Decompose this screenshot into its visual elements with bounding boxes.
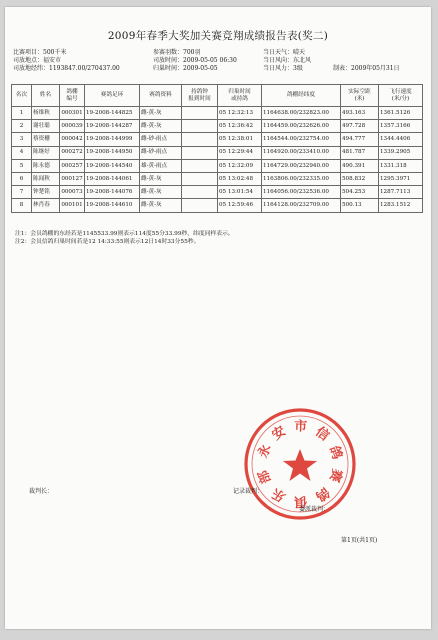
coordinates-cell: 1164729.00/232940.00: [262, 159, 341, 172]
header-coordinates: 鸽棚经纬度: [262, 85, 341, 107]
rank-cell: 2: [12, 120, 32, 133]
distance-cell: 490.391: [341, 159, 379, 172]
header-name: 姓名: [32, 85, 60, 107]
clock-time-cell: [182, 199, 218, 212]
speed-cell: 1295.3971: [379, 172, 423, 185]
rank-cell: 7: [12, 186, 32, 199]
table-row: [12, 159, 423, 172]
coordinates-cell: 1164128.00/232709.00: [262, 199, 341, 212]
arrival-time-cell: 05 12:32:13: [218, 107, 262, 120]
speed-cell: 1344.4406: [379, 133, 423, 146]
pigeon-info-cell: 雌-黄-灰: [140, 186, 182, 199]
arrival-time-cell: 05 13:02:48: [218, 172, 262, 185]
referee-signature-label: 裁判长：: [29, 488, 54, 495]
distance-cell: 508.832: [341, 172, 379, 185]
distance-cell: 504.253: [341, 186, 379, 199]
coordinates-cell: 1163806.00/232335.00: [262, 172, 341, 185]
table-row: [12, 133, 423, 146]
header-rank: 名次: [12, 85, 32, 107]
loft-id-cell: 000042: [60, 133, 85, 146]
seal-char: 永: [255, 442, 275, 460]
clock-time-cell: [182, 120, 218, 133]
info-wind-direction: 当日风向：东北风: [263, 57, 312, 64]
seal-char: 鸽: [312, 483, 332, 504]
arrival-time-cell: 05 12:36:42: [218, 120, 262, 133]
rank-cell: 3: [12, 133, 32, 146]
appointed-signature-label: 委派裁判：: [299, 506, 330, 513]
name-cell: 陈永德: [32, 159, 60, 172]
name-cell: 陈闻秋: [32, 172, 60, 185]
seal-char: 部: [255, 468, 275, 486]
speed-cell: 1361.5126: [379, 107, 423, 120]
name-cell: 杨维秋: [32, 107, 60, 120]
arrival-time-cell: 05 13:01:54: [218, 186, 262, 199]
clock-time-cell: [182, 146, 218, 159]
rank-cell: 1: [12, 107, 32, 120]
rank-cell: 4: [12, 146, 32, 159]
coordinates-cell: 1164638.00/232823.00: [262, 107, 341, 120]
header-speed: 飞行速度 (米/分): [379, 85, 423, 107]
arrival-time-cell: 05 12:38:01: [218, 133, 262, 146]
seal-star-icon: [283, 449, 317, 481]
info-close-time: 归巢时间：2009-05-05: [153, 65, 218, 72]
clock-time-cell: [182, 172, 218, 185]
header-distance: 实际空距 (米): [341, 85, 379, 107]
loft-id-cell: 000127: [60, 172, 85, 185]
page-number: 第1页(共1页): [341, 537, 378, 544]
distance-cell: 481.787: [341, 146, 379, 159]
pigeon-info-cell: 雌-黄-灰: [140, 107, 182, 120]
pigeon-info-cell: 雌-黄-灰: [140, 172, 182, 185]
clock-time-cell: [182, 133, 218, 146]
coordinates-cell: 1164056.00/232536.00: [262, 186, 341, 199]
ring-cell: 19-2008-144287: [85, 120, 140, 133]
loft-id-cell: 000073: [60, 186, 85, 199]
info-release-time: 司放时间：2009-05-05 06:30: [153, 57, 237, 64]
arrival-time-cell: 05 12:32:09: [218, 159, 262, 172]
loft-id-cell: 000039: [60, 120, 85, 133]
ring-cell: 19-2008-144061: [85, 172, 140, 185]
distance-cell: 494.777: [341, 133, 379, 146]
rank-cell: 8: [12, 199, 32, 212]
table-row: [12, 199, 423, 212]
rank-cell: 6: [12, 172, 32, 185]
name-cell: 林肖春: [32, 199, 60, 212]
results-table: [11, 84, 423, 213]
ring-cell: 19-2008-144825: [85, 107, 140, 120]
loft-id-cell: 000272: [60, 146, 85, 159]
ring-cell: 19-2008-144950: [85, 146, 140, 159]
report-page: [5, 7, 431, 629]
seal-char: 鸽: [326, 444, 345, 462]
name-cell: 谢壮聪: [32, 120, 60, 133]
seal-char: 安: [269, 423, 289, 444]
speed-cell: 1283.1512: [379, 199, 423, 212]
info-distance: 比赛项目：500千米: [13, 49, 67, 56]
report-title: 2009年春季大奖加关赛竞翔成绩报告表(奖二): [107, 30, 329, 42]
coordinates-cell: 1164544.00/232754.00: [262, 133, 341, 146]
seal-char: 市: [294, 419, 308, 435]
name-cell: 陈继好: [32, 146, 60, 159]
distance-cell: 500.13: [341, 199, 379, 212]
arrival-time-cell: 05 12:59:46: [218, 199, 262, 212]
info-entries: 参赛羽数：700羽: [153, 49, 201, 56]
header-loft-id: 鸽棚 编号: [60, 85, 85, 107]
arrival-time-cell: 05 12:29:44: [218, 146, 262, 159]
speed-cell: 1331.318: [379, 159, 423, 172]
header-pigeon-info: 赛鸽资料: [140, 85, 182, 107]
clock-time-cell: [182, 186, 218, 199]
ring-cell: 19-2008-144076: [85, 186, 140, 199]
header-arrival-time: 归巢时间 或持鸽: [218, 85, 262, 107]
header-ring: 赛鸽足环: [85, 85, 140, 107]
loft-id-cell: 000257: [60, 159, 85, 172]
name-cell: 钟楚铭: [32, 186, 60, 199]
speed-cell: 1339.2905: [379, 146, 423, 159]
table-row: [12, 107, 423, 120]
seal-char: 信: [312, 424, 332, 445]
seal-char: 乐: [269, 484, 289, 505]
ring-cell: 19-2008-144540: [85, 159, 140, 172]
pigeon-info-cell: 雌-砂-雨点: [140, 133, 182, 146]
pigeon-info-cell: 雌-砂-雨点: [140, 146, 182, 159]
pigeon-info-cell: 雌-黄-灰: [140, 199, 182, 212]
name-cell: 蔡资栅: [32, 133, 60, 146]
clock-time-cell: [182, 159, 218, 172]
clock-time-cell: [182, 107, 218, 120]
seal-char: 俱: [294, 493, 308, 509]
info-wind-force: 当日风力：3级: [263, 65, 303, 72]
info-release-point: 司放地点：福安市: [13, 57, 62, 64]
speed-cell: 1287.7113: [379, 186, 423, 199]
coordinates-cell: 1164920.00/233410.00: [262, 146, 341, 159]
table-row: [12, 186, 423, 199]
info-coordinates: 司放地经纬：1193847.00/270437.00: [13, 65, 120, 72]
table-row: [12, 146, 423, 159]
loft-id-cell: 000301: [60, 107, 85, 120]
note-2: 注2：会员信鸽归巢时间若是12 14:33:55则表示12日14时33分55秒。: [15, 239, 200, 245]
seal-char: 赛: [326, 466, 345, 484]
distance-cell: 497.728: [341, 120, 379, 133]
ring-cell: 19-2008-144610: [85, 199, 140, 212]
info-made-date: 制表：2009年05月31日: [333, 65, 400, 72]
speed-cell: 1357.3166: [379, 120, 423, 133]
info-weather: 当日天气：晴天: [263, 49, 306, 56]
recorder-signature-label: 记录裁判：: [233, 488, 264, 495]
distance-cell: 493.163: [341, 107, 379, 120]
header-clock-time: 持鸽钟 报到时间: [182, 85, 218, 107]
table-header-row: [12, 85, 423, 107]
coordinates-cell: 1164459.00/232626.00: [262, 120, 341, 133]
rank-cell: 5: [12, 159, 32, 172]
pigeon-info-cell: 雌-黄-灰: [140, 120, 182, 133]
loft-id-cell: 000101: [60, 199, 85, 212]
table-row: [12, 120, 423, 133]
ring-cell: 19-2008-144999: [85, 133, 140, 146]
pigeon-info-cell: 雄-黄-雨点: [140, 159, 182, 172]
table-row: [12, 172, 423, 185]
note-1: 注1：会员鸽棚的东经若是1145533.99则表示114度55分33.99秒，纬度同样表示。: [15, 231, 234, 237]
